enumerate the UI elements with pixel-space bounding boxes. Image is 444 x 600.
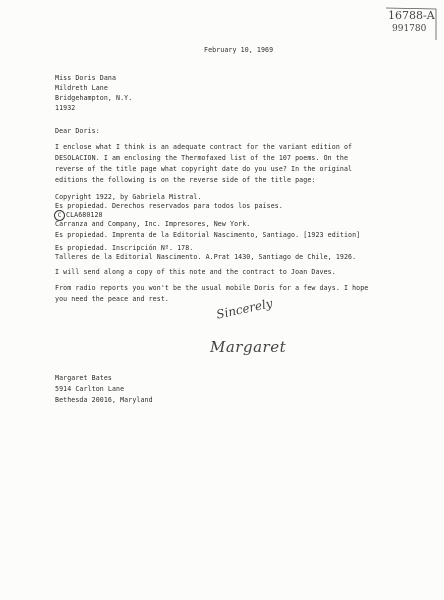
paragraph1-line: reverse of the title page what copyright date do you use? In the original [55, 165, 353, 173]
recipient-city: Bridgehampton, N.Y. [55, 94, 133, 102]
copyright-symbol: C [54, 210, 65, 221]
recipient-street: Mildreth Lane [55, 84, 108, 92]
copyright-line: Carranza and Company, Inc. Impresores, New York. [55, 220, 251, 228]
archive-ref-line2: 991780 [392, 24, 427, 34]
copyright-line: Es propiedad. Imprenta de la Editorial Nascimento, Santiago. [1923 edition] [55, 231, 361, 239]
letter-date: February 10, 1969 [204, 46, 274, 54]
copyright-line: CLA680120 [66, 211, 103, 219]
handwritten-closing: Sincerely [215, 296, 274, 322]
paragraph3-line: From radio reports you won't be the usual mobile Doris for a few days. I hope [55, 284, 369, 292]
sender-name: Margaret Bates [55, 374, 112, 382]
paragraph2: I will send along a copy of this note and the contract to Joan Daves. [55, 268, 336, 276]
handwritten-signature: Margaret [210, 338, 287, 356]
recipient-zip: 11932 [55, 104, 76, 112]
archive-reference [384, 6, 438, 42]
sender-city: Bethesda 20016, Maryland [55, 396, 153, 404]
recipient-name: Miss Doris Dana [55, 74, 117, 82]
copyright-line: Talleres de la Editorial Nascimento. A.Prat 1430, Santiago de Chile, 1926. [55, 253, 357, 261]
copyright-line: Es propiedad. Derechos reservados para todos los países. [55, 202, 283, 210]
copyright-line: Es propiedad. Inscripción Nº. 178. [55, 244, 194, 252]
copyright-line: Copyright 1922, by Gabriela Mistral. [55, 193, 202, 201]
paragraph1-line: I enclose what I think is an adequate contract for the variant edition of [55, 143, 353, 151]
sender-street: 5914 Carlton Lane [55, 385, 125, 393]
paragraph1-line: DESOLACION. I am enclosing the Thermofaxed list of the 107 poems. On the [55, 154, 349, 162]
salutation: Dear Doris: [55, 127, 100, 135]
paragraph1-line: editions the following is on the reverse side of the title page: [55, 176, 316, 184]
archive-ref-line1: 16788-A [388, 9, 435, 22]
paragraph3-line: you need the peace and rest. [55, 295, 169, 303]
